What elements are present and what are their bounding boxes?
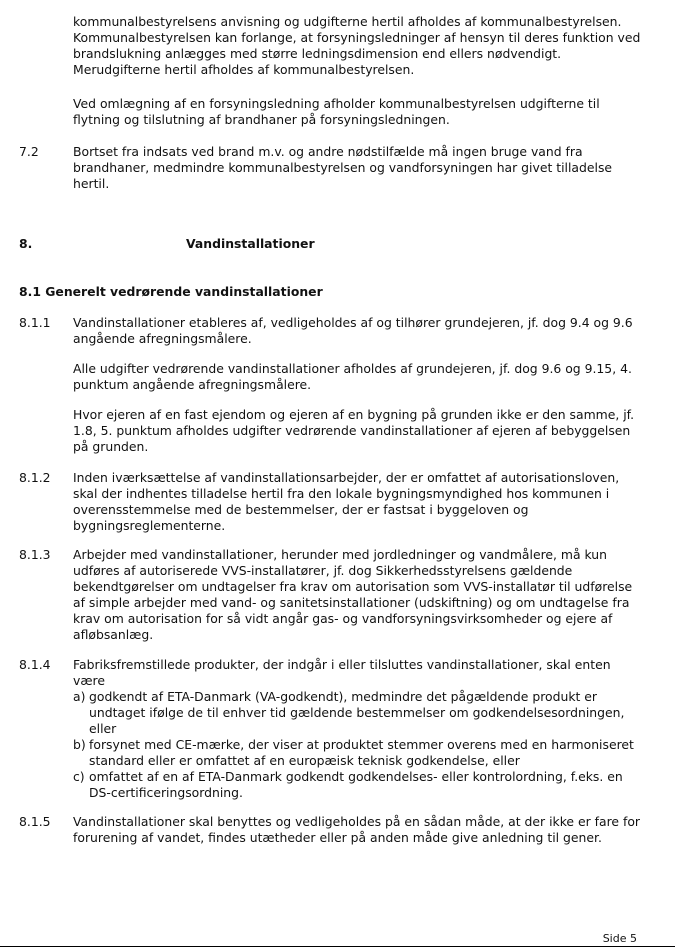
section-8-1-heading: 8.1 Generelt vedrørende vandinstallationer	[19, 284, 323, 299]
product-requirements-list	[73, 689, 643, 801]
page-number: Side 5	[602, 932, 637, 945]
footer-rule	[0, 946, 675, 947]
list-item-text: godkendt af ETA-Danmark (VA-godkendt), medmindre det pågældende produkt er undtaget ifølge de til enhver tid gældende bestemmelser om godkendelsesordningen, eller	[89, 689, 625, 736]
chapter-number: 8.	[19, 236, 33, 251]
list-item-letter: a)	[73, 689, 86, 704]
list-item-text: forsynet med CE-mærke, der viser at produktet stemmer overens med en harmoniseret standard eller er omfattet af en europæisk teknisk godkendelse, eller	[89, 737, 634, 768]
list-item	[73, 769, 643, 801]
section-8-1-2-number: 8.1.2	[19, 470, 51, 485]
section-8-1-4-number: 8.1.4	[19, 657, 51, 672]
list-item-text: omfattet af en af ETA-Danmark godkendt godkendelses- eller kontrolordning, f.eks. en DS-certificeringsordning.	[89, 769, 623, 800]
relocation-paragraph: Ved omlægning af en forsyningsledning afholder kommunalbestyrelsen udgifterne til flytning og tilslutning af brandhaner på forsyningsledningen.	[73, 96, 600, 127]
section-8-1-3-number: 8.1.3	[19, 547, 51, 562]
section-8-1-3-text: Arbejder med vandinstallationer, herunder med jordledninger og vandmålere, må kun udføres af autoriserede VVS-installatører, jf. dog Sikkerhedsstyrelsens gældende bekendtgørelser om undtagelser fra krav om autorisation som VVS-installatør til udførelse af simple arbejder med vand- og sanitetsinstallationer (udskiftning) og om undtagelse fra krav om autorisation for så vidt angår gas- og vandforsyningsvirksomheder og ejere af afløbsanlæg.	[73, 547, 633, 642]
list-item-letter: b)	[73, 737, 86, 752]
section-8-1-1-text-1: Vandinstallationer etableres af, vedligeholdes af og tilhører grundejeren, jf. dog 9.4 og 9.6 angående afregningsmålere.	[73, 315, 633, 346]
section-8-1-1-text-2: Alle udgifter vedrørende vandinstallationer afholdes af grundejeren, jf. dog 9.6 og 9.15, 4. punktum angående afregningsmålere.	[73, 361, 632, 392]
section-8-1-5-number: 8.1.5	[19, 814, 51, 829]
list-item	[73, 737, 643, 769]
section-8-1-2-text: Inden iværksættelse af vandinstallationsarbejder, der er omfattet af autorisationsloven, skal der indhentes tilladelse hertil fra den lokale bygningsmyndighed hos kommunen i overensstemmelse med de bestemmelser, der er fastsat i byggeloven og bygningsreglementerne.	[73, 470, 620, 533]
list-item	[73, 689, 643, 737]
continuation-paragraph: kommunalbestyrelsens anvisning og udgifterne hertil afholdes af kommunalbestyrelsen. Kommunalbestyrelsen kan forlange, at forsyningsledninger af hensyn til deres funktion ved brandslukning anlægges med større ledningsdimension end ellers nødvendigt. Merudgifterne hertil afholdes af kommunalbestyrelsen.	[73, 14, 641, 77]
section-7-2-number: 7.2	[19, 144, 39, 159]
section-8-1-4-intro: Fabriksfremstillede produkter, der indgår i eller tilsluttes vandinstallationer, skal enten være	[73, 657, 611, 688]
section-7-2-text: Bortset fra indsats ved brand m.v. og andre nødstilfælde må ingen bruge vand fra brandhaner, medmindre kommunalbestyrelsen og vandforsyningen har givet tilladelse hertil.	[73, 144, 613, 191]
section-8-1-5-text: Vandinstallationer skal benyttes og vedligeholdes på en sådan måde, at der ikke er fare for forurening af vandet, findes utætheder eller på anden måde give anledning til gener.	[73, 814, 641, 845]
chapter-title: Vandinstallationer	[186, 236, 315, 251]
section-8-1-1-text-3: Hvor ejeren af en fast ejendom og ejeren af en bygning på grunden ikke er den samme, jf. 1.8, 5. punktum afholdes udgifter vedrørende vandinstallationer af ejeren af bebyggelsen på grunden.	[73, 407, 635, 454]
list-item-letter: c)	[73, 769, 85, 784]
section-8-1-1-number: 8.1.1	[19, 315, 51, 330]
